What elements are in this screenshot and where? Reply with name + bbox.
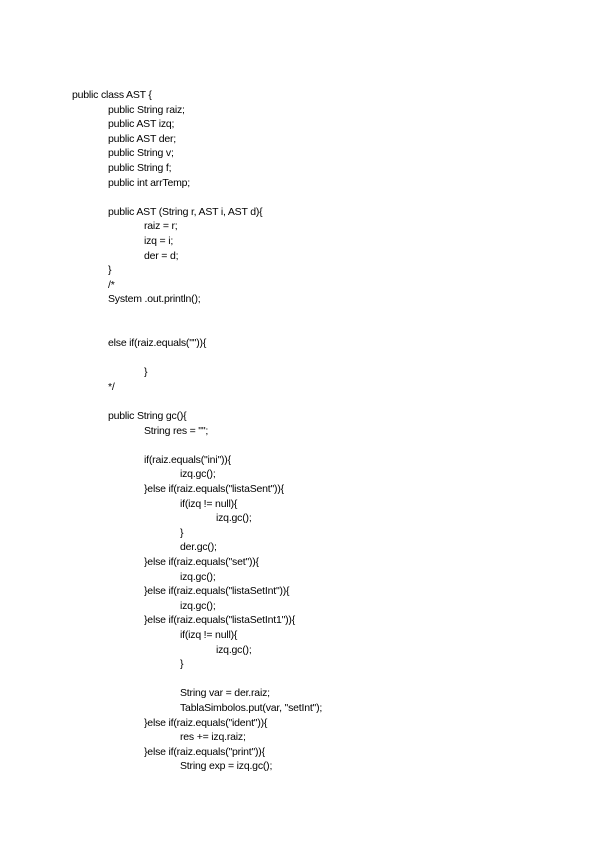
code-line: res += izq.raiz; <box>180 731 246 744</box>
code-line: public AST der; <box>108 132 177 145</box>
blank-line <box>72 322 322 337</box>
code-line: public String f; <box>108 161 172 174</box>
code-line: } <box>108 264 112 277</box>
code-line: System .out.println(); <box>108 293 201 306</box>
code-line: izq.gc(); <box>180 570 216 583</box>
code-line: else if(raiz.equals("")){ <box>108 337 207 350</box>
code-line: } <box>180 658 184 671</box>
code-line: public AST izq; <box>108 118 175 131</box>
code-line: izq.gc(); <box>216 512 252 525</box>
code-line: */ <box>108 380 115 393</box>
code-line: } <box>180 526 184 539</box>
code-line: String var = der.raiz; <box>180 687 270 700</box>
code-line: }else if(raiz.equals("listaSent")){ <box>144 483 284 496</box>
code-line: if(raiz.equals("ini")){ <box>144 453 231 466</box>
code-line: }else if(raiz.equals("ident")){ <box>144 716 268 729</box>
code-line: public class AST { <box>72 89 152 101</box>
blank-line <box>72 307 322 322</box>
code-line: public String gc(){ <box>108 410 187 423</box>
code-line: public String v; <box>108 147 174 160</box>
code-line: }else if(raiz.equals("set")){ <box>144 556 259 568</box>
code-line: der.gc(); <box>180 541 217 554</box>
blank-line <box>72 438 322 453</box>
code-line: raiz = r; <box>144 220 178 233</box>
code-line: String res = ""; <box>144 424 209 437</box>
blank-line <box>72 190 322 205</box>
code-line: }else if(raiz.equals("listaSetInt")){ <box>144 585 290 598</box>
code-line: public AST (String r, AST i, AST d){ <box>108 205 263 218</box>
code-line: izq = i; <box>144 234 174 247</box>
code-line: der = d; <box>144 249 179 262</box>
code-line: } <box>144 366 148 379</box>
code-line: izq.gc(); <box>180 468 216 481</box>
code-line: }else if(raiz.equals("print")){ <box>144 745 265 758</box>
blank-line <box>72 351 322 366</box>
blank-line <box>72 394 322 409</box>
code-line: TablaSimbolos.put(var, "setInt"); <box>180 701 323 714</box>
code-line: }else if(raiz.equals("listaSetInt1")){ <box>144 614 296 627</box>
blank-line <box>72 672 322 687</box>
code-line: izq.gc(); <box>216 643 252 656</box>
code-line: /* <box>108 278 115 291</box>
code-line: String exp = izq.gc(); <box>180 760 273 773</box>
code-line: izq.gc(); <box>180 599 216 612</box>
code-line: public String raiz; <box>108 103 185 116</box>
code-line: if(izq != null){ <box>180 497 238 510</box>
code-line: public int arrTemp; <box>108 176 190 189</box>
code-listing <box>72 88 322 774</box>
code-line: if(izq != null){ <box>180 628 238 641</box>
